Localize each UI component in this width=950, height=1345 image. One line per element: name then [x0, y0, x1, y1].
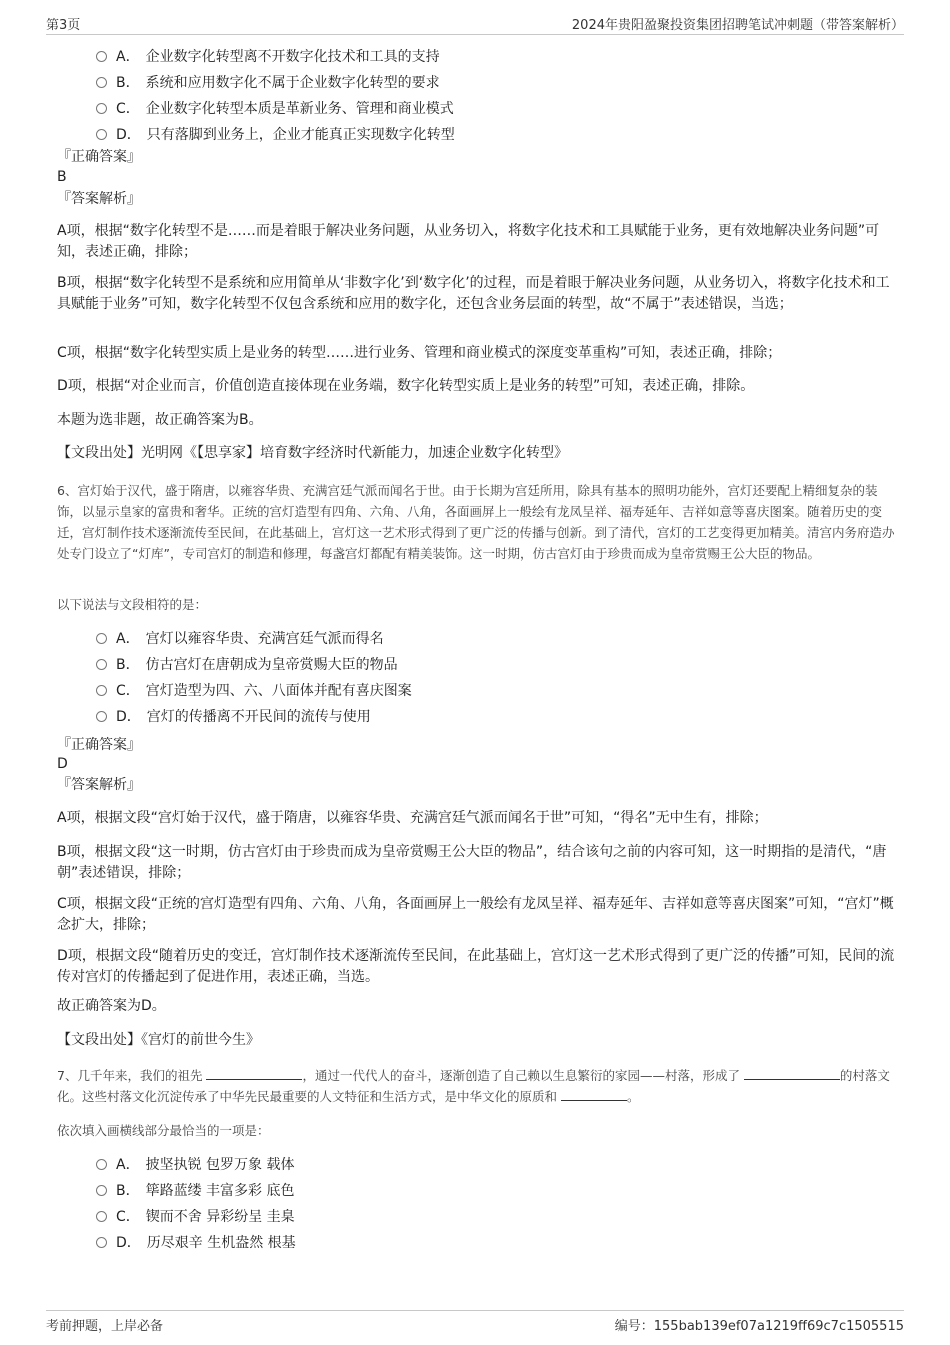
q5-analysis-b: B项，根据“数字化转型不是系统和应用简单从‘非数字化’到‘数字化’的过程，而是着眼于解决业务问题，从业务切入，将数字化技术和工具赋能于业务”可知，数字化转型不仅包含系统和应用的数字化，还包含业务层面的转型，故“不属于”表述错误，当选；	[57, 275, 890, 312]
q5-conclusion: 本题为选非题，故正确答案为B。	[57, 412, 263, 428]
radio-icon[interactable]	[96, 659, 107, 670]
q7-option-b[interactable]: B． 筚路蓝缕 丰富多彩 底色	[96, 1178, 876, 1204]
footer-serial: 编号：155bab139ef07a1219ff69c7c1505515	[614, 1319, 904, 1334]
q5-option-c[interactable]: C． 企业数字化转型本质是革新业务、管理和商业模式	[96, 96, 876, 122]
radio-icon[interactable]	[96, 685, 107, 696]
q6-options	[96, 626, 876, 730]
q7-prompt: 依次填入画横线部分最恰当的一项是：	[57, 1123, 270, 1138]
q7-blank-3	[561, 1088, 627, 1101]
radio-icon[interactable]	[96, 129, 107, 140]
q5-options	[96, 44, 876, 148]
q6-passage: 6、宫灯始于汉代，盛于隋唐，以雍容华贵、充满宫廷气派而闻名于世。由于长期为宫廷所用，除具有基本的照明功能外，宫灯还要配上精细复杂的装饰，以显示皇家的富贵和奢华。正统的宫灯造型有四角、六角、八角，各面画屏上一般绘有龙凤呈祥、福寿延年、吉祥如意等喜庆图案。随着历史的变迁，宫灯制作技术逐渐流传至民间，在此基础上，宫灯这一艺术形式得到了更广泛的传播与创新。到了清代，宫灯的工艺变得更加精美。清宫内务府造办处专门设立了“灯库”，专司宫灯的制造和修理，每盏宫灯都配有精美装饰。这一时期，仿古宫灯由于珍贵而成为皇帝赏赐王公大臣的物品。	[57, 483, 895, 561]
q7-blank-1	[206, 1067, 302, 1080]
radio-icon[interactable]	[96, 1237, 107, 1248]
q5-answer: B	[57, 169, 67, 185]
q6-option-b[interactable]: B． 仿古宫灯在唐朝成为皇帝赏赐大臣的物品	[96, 652, 876, 678]
q6-option-d[interactable]: D． 宫灯的传播离不开民间的流传与使用	[96, 704, 876, 730]
q6-option-c[interactable]: C． 宫灯造型为四、六、八面体并配有喜庆图案	[96, 678, 876, 704]
q6-option-a[interactable]: A． 宫灯以雍容华贵、充满宫廷气派而得名	[96, 626, 876, 652]
q5-option-d[interactable]: D． 只有落脚到业务上，企业才能真正实现数字化转型	[96, 122, 876, 148]
page-footer	[46, 1310, 904, 1335]
q6-analysis-c: C项，根据文段“正统的宫灯造型有四角、六角、八角，各面画屏上一般绘有龙凤呈祥、福寿延年、吉祥如意等喜庆图案”可知，“宫灯”概念扩大，排除；	[57, 896, 894, 933]
q5-source: 【文段出处】光明网《【思享家】培育数字经济时代新能力，加速企业数字化转型》	[57, 445, 568, 461]
q7-passage: 7、几千年来，我们的祖先 ，通过一代代人的奋斗，逐渐创造了自己赖以生息繁衍的家园——村落，形成了 的村落文化。这些村落文化沉淀传承了中华先民最重要的人文特征和生活方式，是中华文化的原质和 。	[57, 1068, 890, 1104]
q5-analysis-c: C项，根据“数字化转型实质上是业务的转型……进行业务、管理和商业模式的深度变革重构”可知，表述正确，排除；	[57, 345, 782, 361]
radio-icon[interactable]	[96, 77, 107, 88]
radio-icon[interactable]	[96, 51, 107, 62]
footer-slogan: 考前押题，上岸必备	[46, 1319, 164, 1334]
q5-analysis-a: A项，根据“数字化转型不是……而是着眼于解决业务问题，从业务切入，将数字化技术和工具赋能于业务，更有效地解决业务问题”可知，表述正确，排除；	[57, 223, 880, 260]
q7-blank-2	[744, 1067, 840, 1080]
q5-answer-label: 『正确答案』	[57, 149, 141, 165]
radio-icon[interactable]	[96, 1185, 107, 1196]
q6-conclusion: 故正确答案为D。	[57, 998, 166, 1014]
radio-icon[interactable]	[96, 1159, 107, 1170]
radio-icon[interactable]	[96, 103, 107, 114]
q6-answer-label: 『正确答案』	[57, 737, 141, 753]
q5-option-a[interactable]: A． 企业数字化转型离不开数字化技术和工具的支持	[96, 44, 876, 70]
q6-analysis-a: A项，根据文段“宫灯始于汉代，盛于隋唐，以雍容华贵、充满宫廷气派而闻名于世”可知，“得名”无中生有，排除；	[57, 810, 768, 826]
radio-icon[interactable]	[96, 1211, 107, 1222]
q5-analysis-label: 『答案解析』	[57, 191, 141, 207]
radio-icon[interactable]	[96, 633, 107, 644]
q7-options	[96, 1152, 876, 1256]
q6-analysis-label: 『答案解析』	[57, 777, 141, 793]
q7-option-d[interactable]: D． 历尽艰辛 生机盎然 根基	[96, 1230, 876, 1256]
q7-option-a[interactable]: A． 披坚执锐 包罗万象 载体	[96, 1152, 876, 1178]
q6-answer: D	[57, 756, 68, 772]
q6-analysis-d: D项，根据文段“随着历史的变迁，宫灯制作技术逐渐流传至民间，在此基础上，宫灯这一艺术形式得到了更广泛的传播”可知，民间的流传对宫灯的传播起到了促进作用，表述正确，当选。	[57, 948, 895, 985]
q6-prompt: 以下说法与文段相符的是：	[57, 597, 208, 612]
page-number: 第3页	[46, 18, 81, 33]
q6-source: 【文段出处】《宫灯的前世今生》	[57, 1032, 260, 1048]
q7-option-c[interactable]: C． 锲而不舍 异彩纷呈 圭臬	[96, 1204, 876, 1230]
page-header	[46, 12, 904, 35]
document-title: 2024年贵阳盈聚投资集团招聘笔试冲刺题（带答案解析）	[571, 18, 904, 33]
q5-option-b[interactable]: B． 系统和应用数字化不属于企业数字化转型的要求	[96, 70, 876, 96]
radio-icon[interactable]	[96, 711, 107, 722]
q5-analysis-d: D项，根据“对企业而言，价值创造直接体现在业务端，数字化转型实质上是业务的转型”可知，表述正确，排除。	[57, 378, 755, 394]
q6-analysis-b: B项，根据文段“这一时期，仿古宫灯由于珍贵而成为皇帝赏赐王公大臣的物品”，结合该句之前的内容可知，这一时期指的是清代，“唐朝”表述错误，排除；	[57, 844, 887, 881]
